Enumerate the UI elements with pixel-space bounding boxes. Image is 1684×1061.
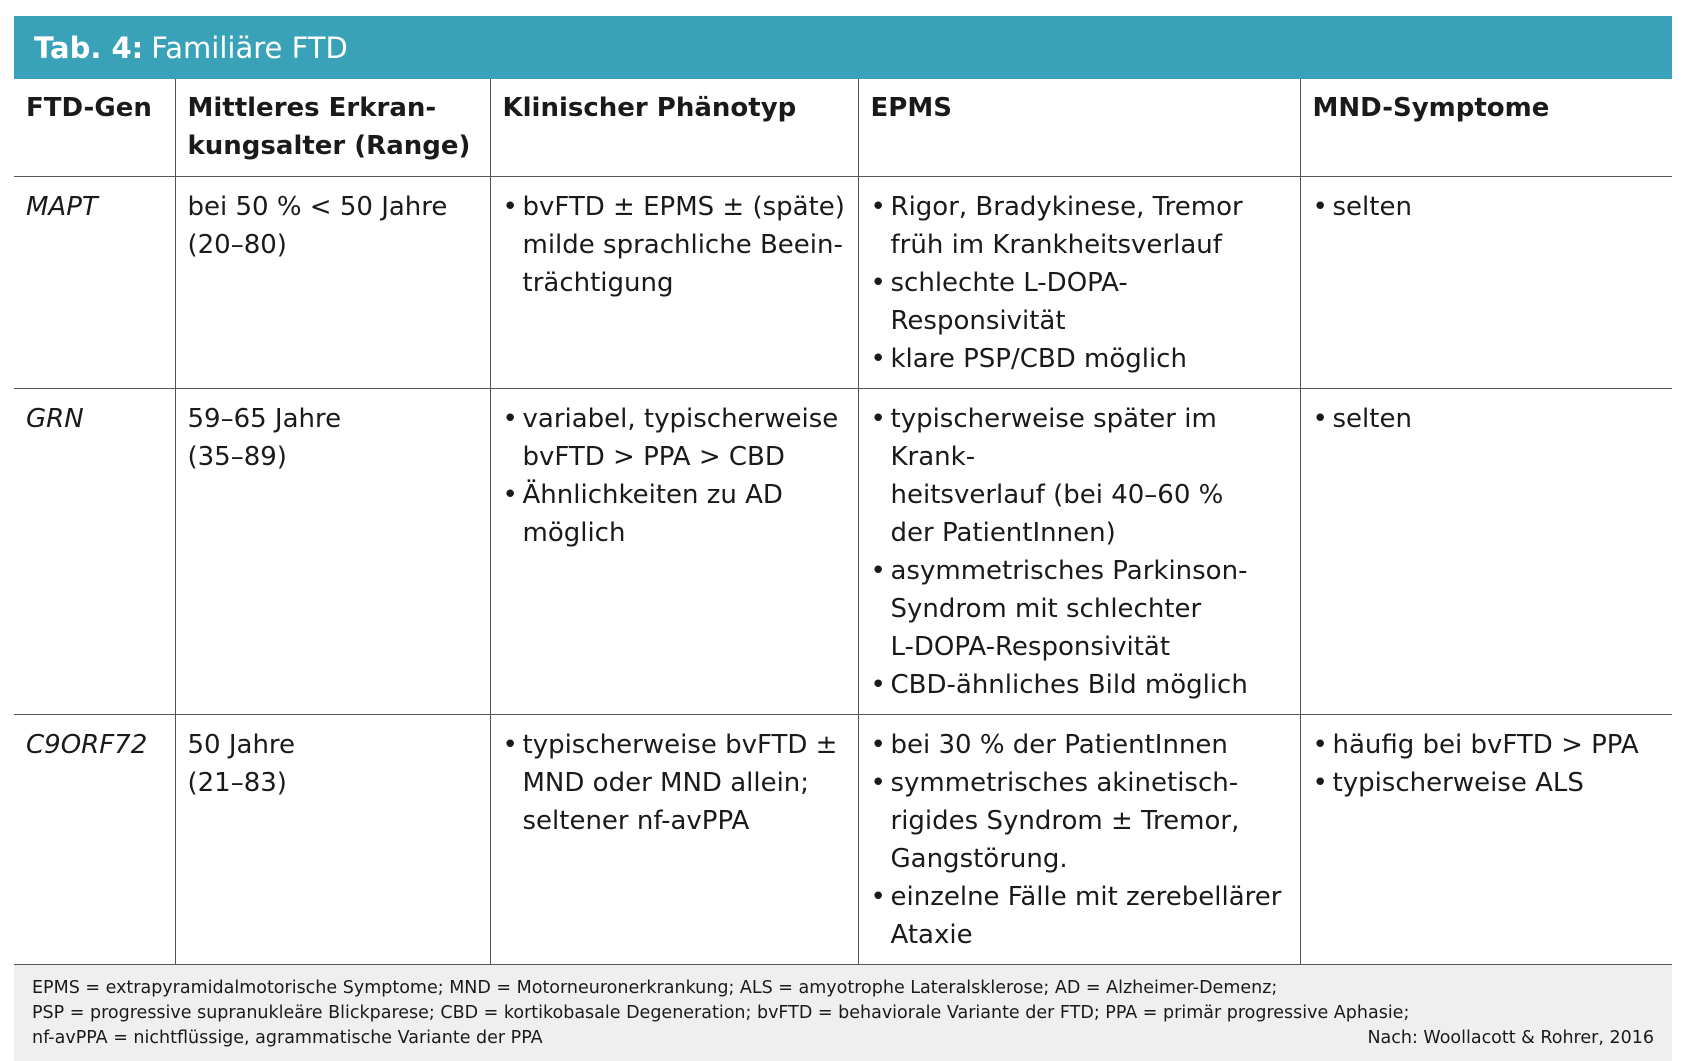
cell-mnd xyxy=(1300,177,1672,389)
cell-mnd xyxy=(1300,715,1672,965)
table-container xyxy=(14,16,1672,1061)
cell-age: bei 50 % < 50 Jahre (20–80) xyxy=(175,177,490,389)
familial-ftd-table xyxy=(14,79,1672,965)
cell-mnd xyxy=(1300,389,1672,715)
cell-gene: C9ORF72 xyxy=(14,715,175,965)
table-title: Familiäre FTD xyxy=(151,30,348,65)
footnote-line: nf-avPPA = nichtflüssige, agrammatische Variante der PPA xyxy=(32,1028,543,1048)
footnote-line: EPMS = extrapyramidalmotorische Symptome; MND = Motorneuronerkrankung; ALS = amyotrophe Lateralsklerose; AD = Alzheimer-Demenz; xyxy=(32,978,1278,998)
list-item: • typischerweise bvFTD ± MND oder MND allein; seltener nf-avPPA xyxy=(503,726,846,840)
list-item: • einzelne Fälle mit zerebellärer Ataxie xyxy=(871,878,1288,954)
table-number: Tab. 4: xyxy=(34,30,144,65)
source-citation: Nach: Woollacott & Rohrer, 2016 xyxy=(1367,1028,1654,1048)
list-item: • Rigor, Bradykinese, Tremor früh im Krankheitsverlauf xyxy=(871,188,1288,264)
list-item: • schlechte L-DOPA-Responsivität xyxy=(871,264,1288,340)
table-row xyxy=(14,715,1672,965)
cell-gene: GRN xyxy=(14,389,175,715)
header-phenotype: Klinischer Phänotyp xyxy=(490,79,858,177)
cell-age: 50 Jahre (21–83) xyxy=(175,715,490,965)
cell-phenotype xyxy=(490,715,858,965)
list-item: • CBD-ähnliches Bild möglich xyxy=(871,666,1288,704)
list-item: • häufig bei bvFTD > PPA xyxy=(1313,726,1661,764)
table-row xyxy=(14,389,1672,715)
list-item: • selten xyxy=(1313,188,1661,226)
cell-epms xyxy=(858,177,1300,389)
list-item: • variabel, typischerweise bvFTD > PPA > CBD xyxy=(503,400,846,476)
list-item: • selten xyxy=(1313,400,1661,438)
table-row xyxy=(14,177,1672,389)
list-item: • typischerweise später im Krank- heitsverlauf (bei 40–60 % der PatientInnen) xyxy=(871,400,1288,552)
header-onset-age: Mittleres Erkran- kungsalter (Range) xyxy=(175,79,490,177)
header-row xyxy=(14,79,1672,177)
cell-epms xyxy=(858,715,1300,965)
list-item: • bvFTD ± EPMS ± (späte) milde sprachliche Beein- trächtigung xyxy=(503,188,846,302)
table-footnote xyxy=(14,965,1672,1061)
header-mnd: MND-Symptome xyxy=(1300,79,1672,177)
header-epms: EPMS xyxy=(858,79,1300,177)
header-ftd-gen: FTD-Gen xyxy=(14,79,175,177)
list-item: • Ähnlichkeiten zu AD möglich xyxy=(503,476,846,552)
list-item: • bei 30 % der PatientInnen xyxy=(871,726,1288,764)
list-item: • symmetrisches akinetisch- rigides Syndrom ± Tremor, Gangstörung. xyxy=(871,764,1288,878)
list-item: • asymmetrisches Parkinson- Syndrom mit schlechter L-DOPA-Responsivität xyxy=(871,552,1288,666)
cell-age: 59–65 Jahre (35–89) xyxy=(175,389,490,715)
table-title-bar xyxy=(14,16,1672,79)
cell-phenotype xyxy=(490,389,858,715)
list-item: • typischerweise ALS xyxy=(1313,764,1661,802)
list-item: • klare PSP/CBD möglich xyxy=(871,340,1288,378)
cell-epms xyxy=(858,389,1300,715)
footnote-line: PSP = progressive supranukleäre Blickparese; CBD = kortikobasale Degeneration; bvFTD = behaviorale Variante der FTD; PPA = primär progressive Aphasie; xyxy=(32,1003,1410,1023)
cell-phenotype xyxy=(490,177,858,389)
cell-gene: MAPT xyxy=(14,177,175,389)
